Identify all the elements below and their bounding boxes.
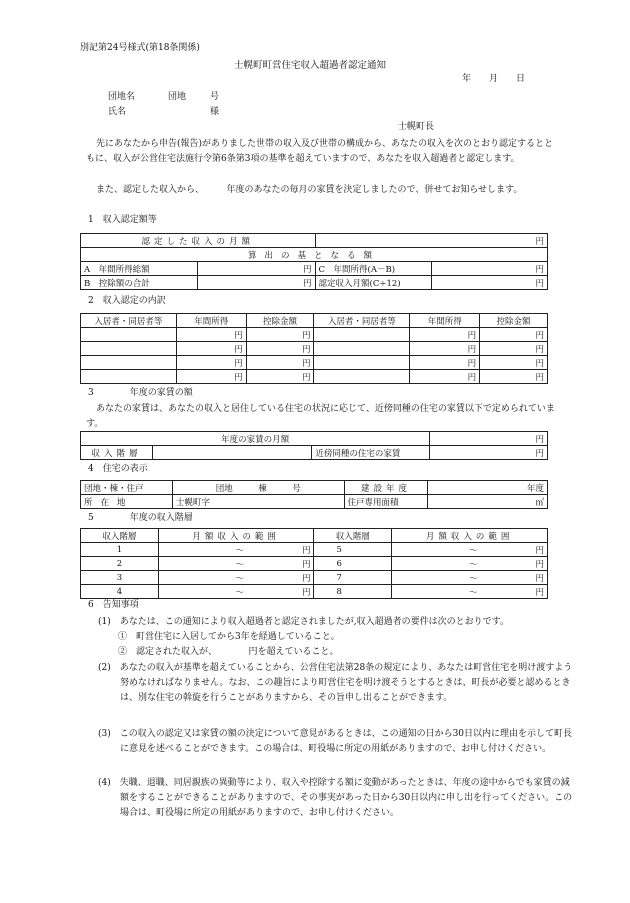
annual-income-net-yen: 円 [432, 262, 548, 276]
nearby-rent-yen: 円 [430, 446, 548, 460]
monthly-certified-yen: 円 [432, 276, 548, 290]
monthly-income-label: 認定した収入の月額 [81, 234, 316, 248]
basis-label: 算出の基となる額 [81, 248, 548, 262]
notice-item-1: (1) あなたは、この通知により収入超過者と認定されましたが,収入超過者の要件は次のとおりです。 [98, 617, 509, 627]
col-deduct: 控除金額 [246, 314, 314, 328]
income-level-table [80, 528, 548, 599]
col-range: 月額収入の範囲 [158, 529, 314, 543]
section-5-heading: 5 年度の収入階層 [88, 513, 193, 523]
income-level-label: 収入階層 [81, 446, 153, 460]
deduction-total-label: B 控除額の合計 [81, 276, 198, 290]
col-income: 年間所得 [410, 314, 480, 328]
danchi-label: 団地・棟・住戸 [81, 481, 173, 495]
table-row: 円 円 円 円 [81, 342, 548, 356]
danchi-value: 団地 棟 号 [172, 481, 344, 495]
construction-year-label: 建設年度 [344, 481, 428, 495]
rent-table [80, 431, 548, 460]
table-row: 1 ～ 円 5 ～ 円 [81, 543, 548, 557]
address-danchi: 団地 [168, 92, 187, 102]
notice-item-1a: ① 町営住宅に入居してから3年を経過していること。 [118, 632, 340, 642]
monthly-certified-label: 認定収入月額(C÷12) [315, 276, 432, 290]
section-6-heading: 6 告知事項 [88, 600, 139, 610]
rent-yen: 円 [430, 432, 548, 446]
notice-item-4: (4) 失職、退職、同居親族の異動等により、収入や控除する額に変動があったときは、年度の途中からでも家賃の減額をすることができることがありますので、その事実があった日から30日以内に申し出を行ってください。この場合は、町役場に所定の用紙がありますので、お申し付けください。 [98, 778, 573, 818]
notice-item-2: (2) あなたの収入が基準を超えていることから、公営住宅法第28条の規定により、あなたは町営住宅を明け渡すよう努めなければなりません。なお、この趣旨により町営住宅を明け渡そうとするときは、町長が必要と認めるときは、別な住宅の斡旋を行うことがありますから、その旨申し出ることができます。 [98, 663, 573, 703]
intro-paragraph-2: また、認定した収入から、 年度のあなたの毎月の家賃を決定しましたので、併せてお知らせします。 [96, 185, 523, 195]
table-row: 円 円 円 円 [81, 370, 548, 384]
deduction-total-yen: 円 [197, 276, 315, 290]
location-value: 士幌町字 [172, 495, 344, 509]
section-3-heading: 3 年度の家賃の額 [88, 388, 193, 398]
housing-table [80, 480, 548, 509]
col-deduct: 控除金額 [480, 314, 548, 328]
floor-area-label: 住戸専用面積 [344, 495, 428, 509]
section-4-heading: 4 住宅の表示 [88, 464, 148, 474]
nearby-rent-label: 近傍同種の住宅の家賃 [312, 446, 430, 460]
table-row: 円 円 円 円 [81, 356, 548, 370]
notice-item-3: (3) この収入の認定又は家賃の額の決定について意見があるときは、この通知の日から30日以内に理由を示して町長に意見を述べることができます。この場合は、町役場に所定の用紙がありますので、お申し付けください。 [98, 729, 573, 754]
intro-paragraph: 先にあなたから申告(報告)がありました世帯の収入及び世帯の構成から、あなたの収入を次のとおり認定するとともに、収入が公営住宅法施行令第6条第3項の基準を超えていますので、あなたを収入超過者と認定します。 [86, 139, 554, 164]
annual-income-net-label: C 年間所得(A－B) [315, 262, 432, 276]
table-row: 3 ～ 円 7 ～ 円 [81, 571, 548, 585]
monthly-income-yen: 円 [315, 234, 548, 248]
date-line: 年 月 日 [462, 74, 526, 84]
col-level: 収入階層 [81, 529, 159, 543]
col-income: 年間所得 [176, 314, 246, 328]
annual-income-total-yen: 円 [197, 262, 315, 276]
recipient-label: 氏名 [108, 107, 127, 117]
page-title: 士幌町町営住宅収入超過者認定通知 [234, 60, 387, 71]
section-2-heading: 2 収入認定の内訳 [88, 296, 166, 306]
section-1-heading: 1 収入認定額等 [88, 215, 157, 225]
recipient-sama: 様 [210, 107, 220, 117]
section-3-desc: あなたの家賃は、あなたの収入と居住している住宅の状況に応じて、近傍同種の住宅の家賃以下で定められています。 [86, 404, 555, 429]
table-row: 4 ～ 円 8 ～ 円 [81, 585, 548, 599]
col-person: 入居者・同居者等 [314, 314, 410, 328]
construction-year-unit: 年度 [428, 481, 548, 495]
issuer: 士幌町長 [398, 122, 435, 132]
form-number: 別記第24号様式(第18条関係) [80, 43, 200, 53]
col-range: 月額収入の範囲 [392, 529, 548, 543]
table-row: 2 ～ 円 6 ～ 円 [81, 557, 548, 571]
table-row: 円 円 円 円 [81, 328, 548, 342]
floor-area-unit: ㎡ [428, 495, 548, 509]
income-certification-table [80, 233, 548, 290]
location-label: 所在地 [81, 495, 173, 509]
address-label: 団地名 [108, 92, 136, 102]
rent-label: 年度の家賃の月額 [81, 432, 430, 446]
address-go: 号 [210, 92, 220, 102]
notice-item-1b: ② 認定された収入が、 円を超えていること。 [118, 647, 339, 657]
income-breakdown-table [80, 313, 548, 384]
col-level: 収入階層 [314, 529, 392, 543]
annual-income-total-label: A 年間所得総額 [81, 262, 198, 276]
col-person: 入居者・同居者等 [81, 314, 177, 328]
